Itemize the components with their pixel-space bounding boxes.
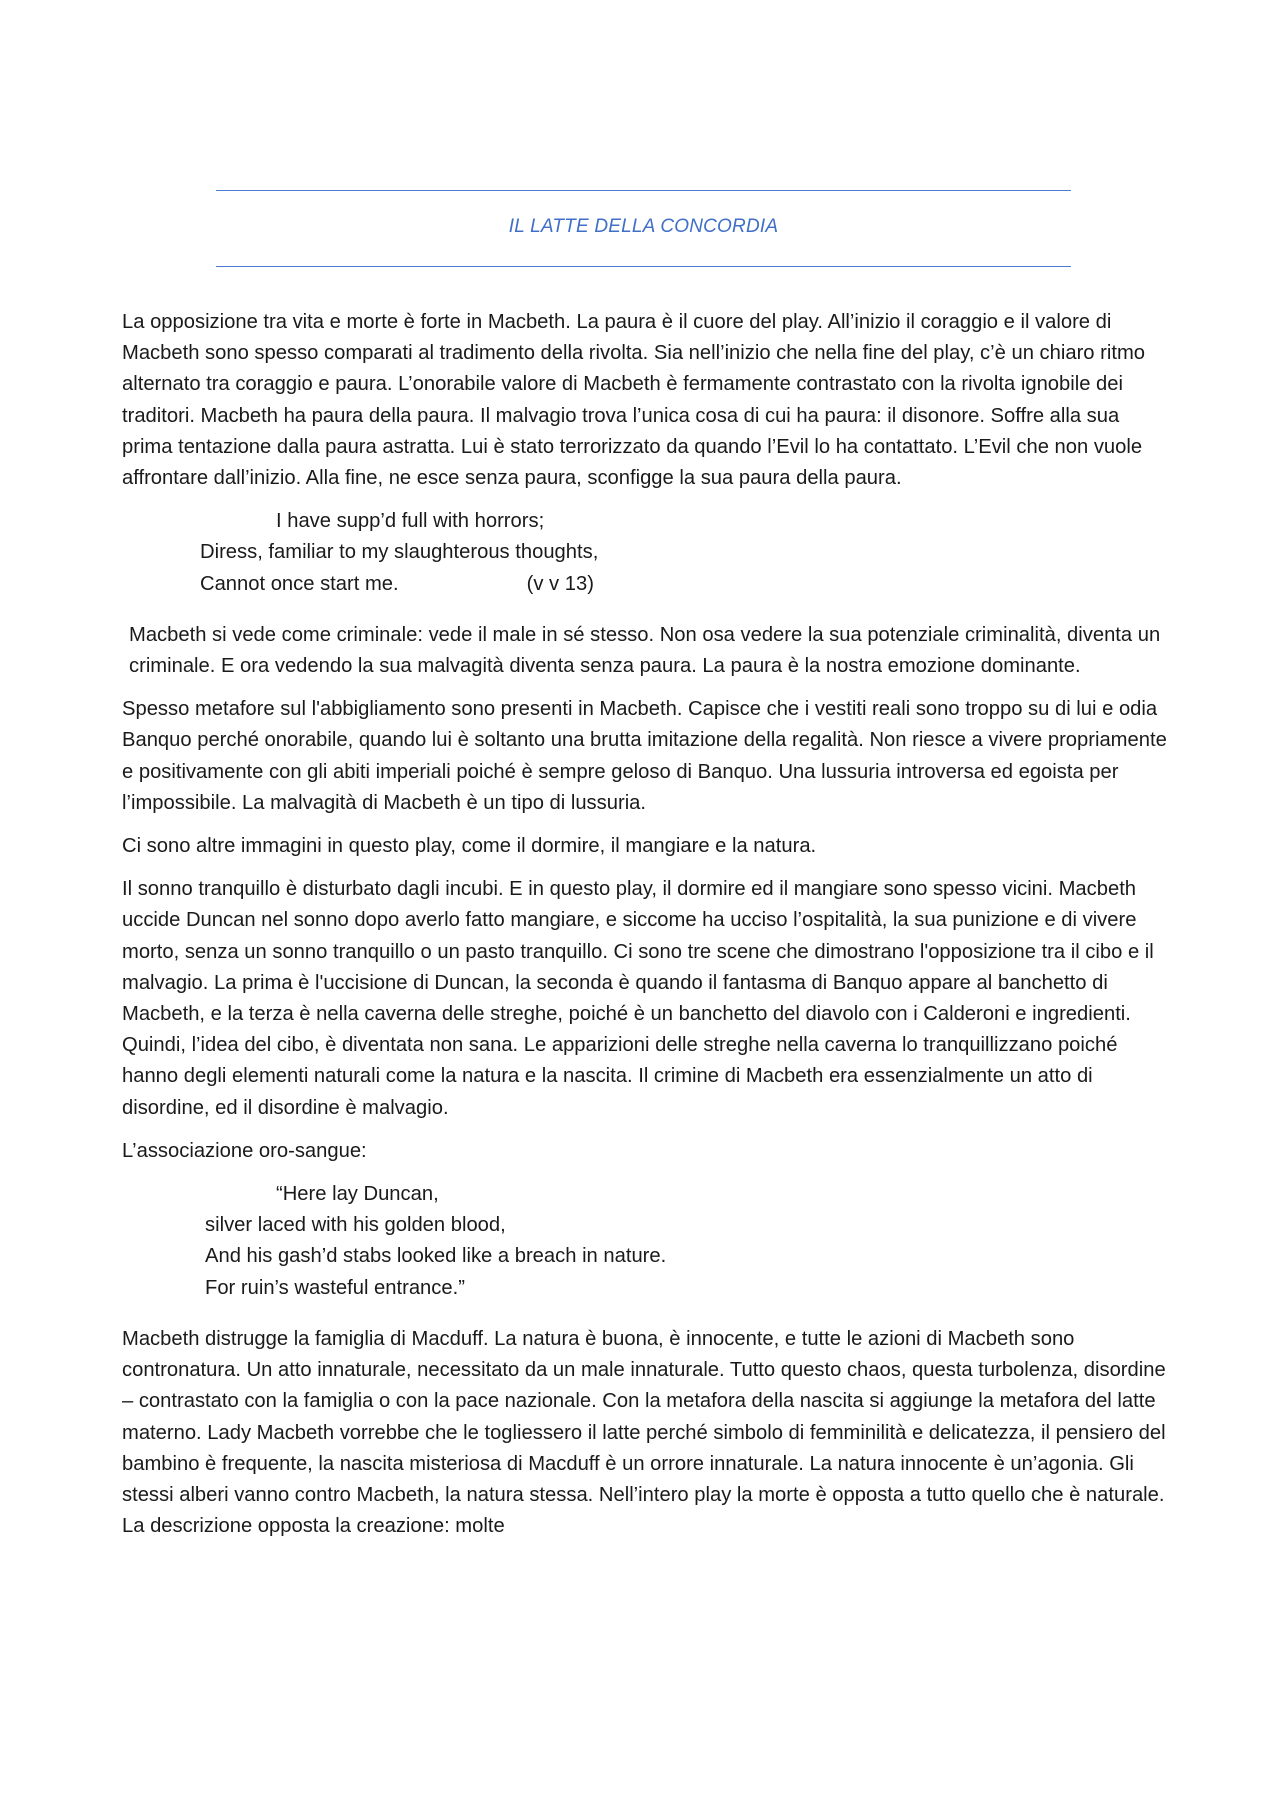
paragraph-2: Macbeth si vede come criminale: vede il male in sé stesso. Non osa vedere la sua potenziale criminalità, diventa un criminale. E ora vedendo la sua malvagità diventa senza paura. La paura è la nostra emozione dominante. <box>129 623 1161 678</box>
paragraph-5: Il sonno tranquillo è disturbato dagli incubi. E in questo play, il dormire ed il mangiare sono spesso vicini. Macbeth uccide Duncan nel sonno dopo averlo fatto mangiare, e siccome ha ucciso l’ospitalità, la sua punizione e di vivere morto, senza un sonno tranquillo o un pasto tranquillo. Ci sono tre scene che dimostrano l'opposizione tra il cibo e il malvagio. La prima è l'uccisione di Duncan, la seconda è quando il fantasma di Banquo appare al banchetto di Macbeth, e la terza è nella caverna delle streghe, poiché è un banchetto del diavolo con i Calderoni e ingredienti. Quindi, l’idea del cibo, è diventata non sana. Le apparizioni delle streghe nella caverna lo tranquillizzano poiché hanno degli elementi naturali come la natura e la nascita. Il crimine di Macbeth era essenzialmente un atto di disordine, ed il disordine è malvagio. <box>122 878 1154 1119</box>
paragraph-6: L’associazione oro-sangue: <box>122 1139 367 1162</box>
title-bottom-rule <box>216 266 1071 267</box>
quote-reference: (v v 13) <box>526 572 594 595</box>
quote-line: For ruin’s wasteful entrance.” <box>205 1276 465 1299</box>
paragraph-7: Macbeth distrugge la famiglia di Macduff. La natura è buona, è innocente, e tutte le azioni di Macbeth sono contronatura. Un atto innaturale, necessitato da un male innaturale. Tutto questo chaos, questa turbolenza, disordine – contrastato con la famiglia o con la pace nazionale. Con la metafora della nascita si aggiunge la metafora del latte materno. Lady Macbeth vorrebbe che le togliessero il latte perché simbolo di femminilità e delicatezza, il pensiero del bambino è frequente, la nascita misteriosa di Macduff è un orrore innaturale. La natura innocente è un’agonia. Gli stessi alberi vanno contro Macbeth, la natura stessa. Nell’intero play la morte è opposta a tutto quello che è naturale. La descrizione opposta la creazione: molte <box>122 1327 1166 1538</box>
document-body <box>122 307 1170 1554</box>
title-block <box>216 190 1071 268</box>
quote-line-with-ref <box>122 569 1170 600</box>
quote-horrors <box>122 506 1170 600</box>
quote-line: “Here lay Duncan, <box>276 1183 439 1206</box>
paragraph-4: Ci sono altre immagini in questo play, come il dormire, il mangiare e la natura. <box>122 835 817 858</box>
quote-line: silver laced with his golden blood, <box>205 1214 506 1237</box>
quote-line: And his gash’d stabs looked like a breach in nature. <box>205 1245 667 1268</box>
title-top-rule <box>216 190 1071 191</box>
quote-duncan <box>122 1179 1170 1304</box>
quote-line: Cannot once start me. <box>200 572 399 595</box>
paragraph-1: La opposizione tra vita e morte è forte in Macbeth. La paura è il cuore del play. All’inizio il coraggio e il valore di Macbeth sono spesso comparati al tradimento della rivolta. Sia nell’inizio che nella fine del play, c’è un chiaro ritmo alternato tra coraggio e paura. L’onorabile valore di Macbeth è fermamente contrastato con la rivolta ignobile dei traditori. Macbeth ha paura della paura. Il malvagio trova l’unica cosa di cui ha paura: il disonore. Soffre alla sua prima tentazione dalla paura astratta. Lui è stato terrorizzato da quando l’Evil lo ha contattato. L’Evil che non vuole affrontare dall’inizio. Alla fine, ne esce senza paura, sconfigge la sua paura della paura. <box>122 311 1145 490</box>
paragraph-3: Spesso metafore sul l'abbigliamento sono presenti in Macbeth. Capisce che i vestiti reali sono troppo su di lui e odia Banquo perché onorabile, quando lui è soltanto una brutta imitazione della regalità. Non riesce a vivere propriamente e positivamente con gli abiti imperiali poiché è sempre geloso di Banquo. Una lussuria introversa ed egoista per l’impossibile. La malvagità di Macbeth è un tipo di lussuria. <box>122 698 1167 814</box>
document-title: IL LATTE DELLA CONCORDIA <box>508 216 779 237</box>
quote-line: I have supp’d full with horrors; <box>276 510 545 533</box>
quote-line: Diress, familiar to my slaughterous thoughts, <box>200 541 599 564</box>
